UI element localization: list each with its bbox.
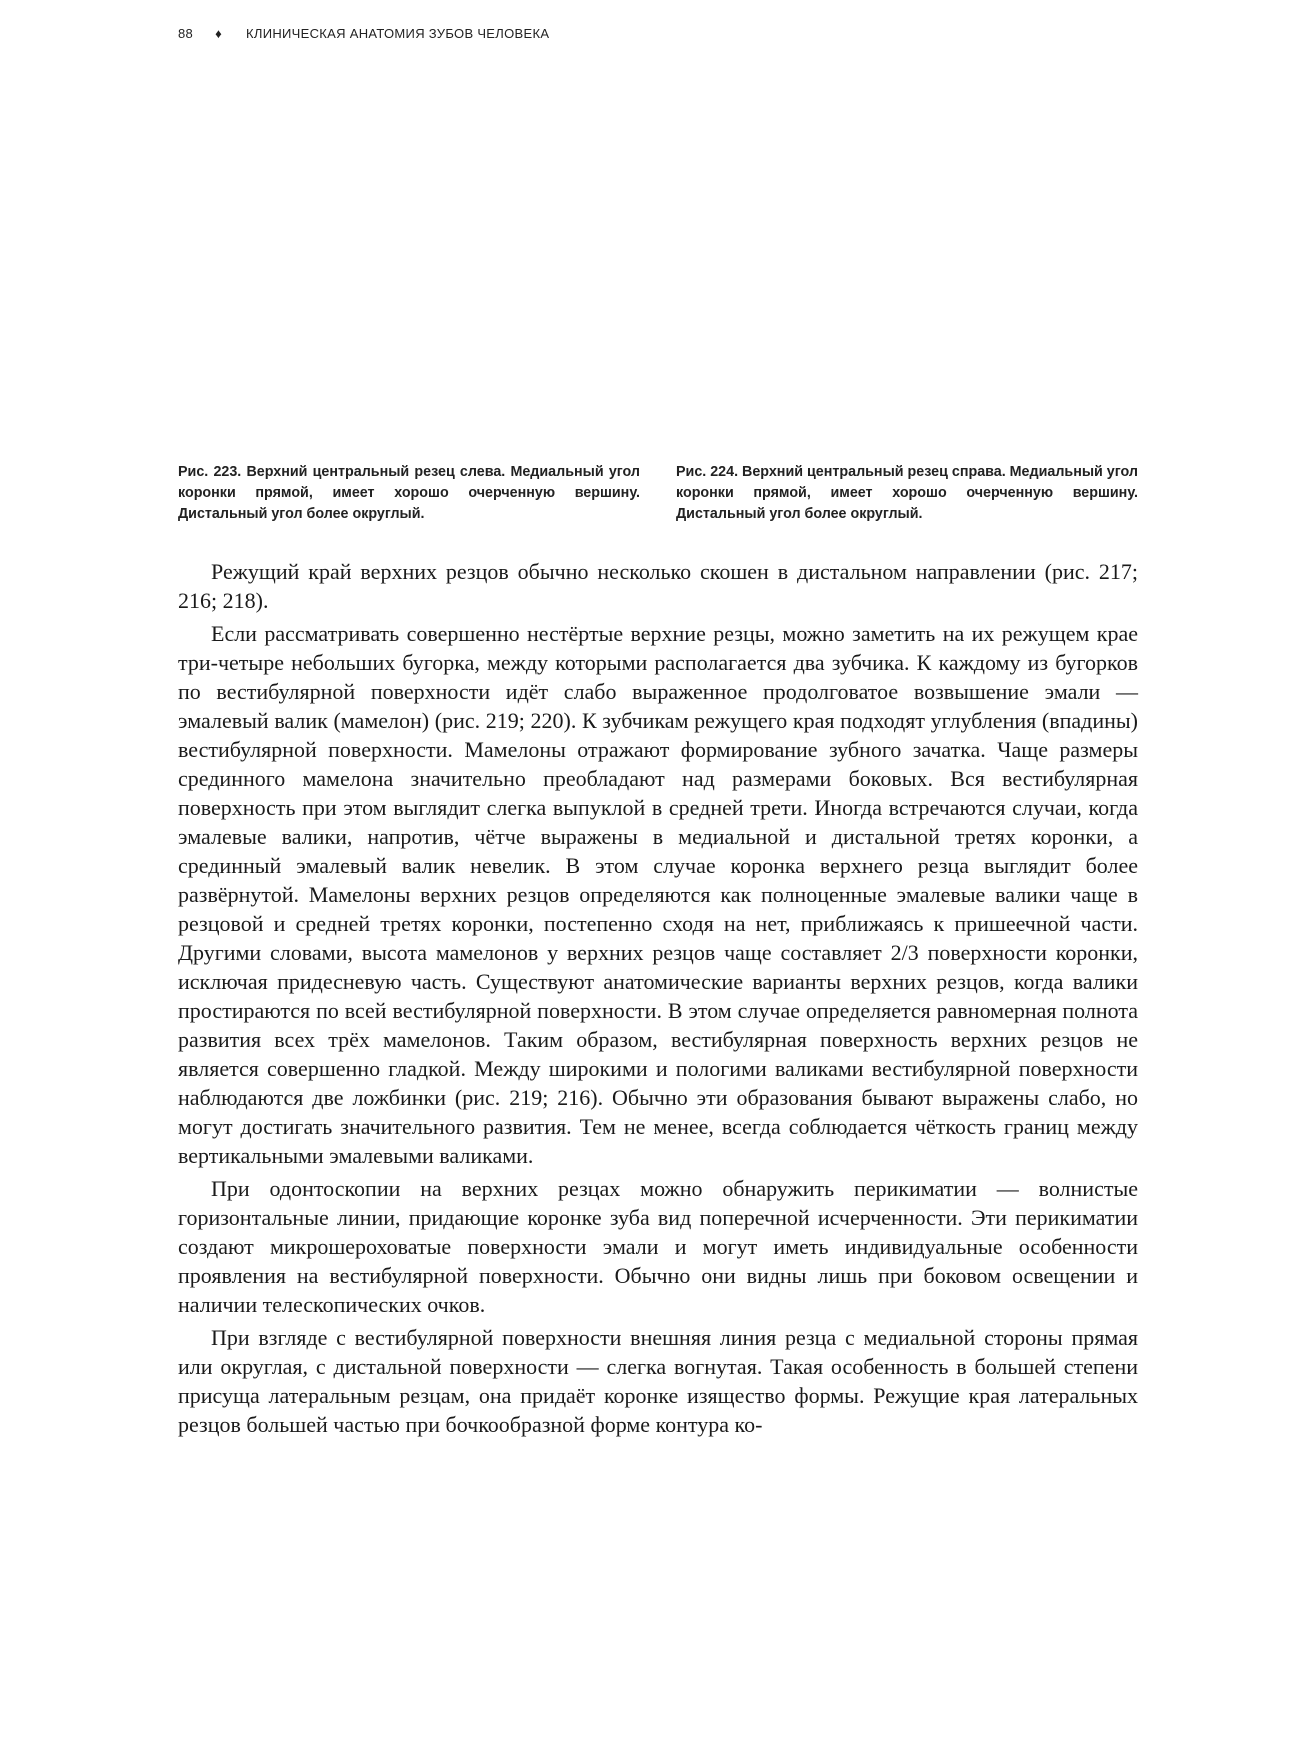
figure-caption-224: Рис. 224. Верхний центральный резец справа. Медиальный угол коронки прямой, имеет хорошо очерченную вершину. Дистальный угол более округлый. <box>676 464 1138 522</box>
running-head <box>178 26 549 41</box>
paragraph-4: При взгляде с вестибулярной поверхности внешняя линия резца с медиальной стороны прямая или округлая, с дистальной поверхности — слегка вогнутая. Такая особенность в большей степени присуща латеральным резцам, она придаёт коронке изящество формы. Режущие края латеральных резцов большей частью при бочкообразной форме контура ко- <box>178 1325 1138 1437</box>
body-text <box>178 557 1138 1443</box>
header-separator: ♦ <box>215 26 222 41</box>
page-number: 88 <box>178 26 194 41</box>
figure-area-blank <box>178 60 1138 450</box>
paragraph-2: Если рассматривать совершенно нестёртые верхние резцы, можно заметить на их режущем крае три-четыре небольших бугорка, между которыми располагается два зубчика. К каждому из бугорков по вестибулярной поверхности идёт слабо выраженное продолговатое возвышение эмали — эмалевый валик (мамелон) (рис. 219; 220). К зубчикам режущего края подходят углубления (впадины) вестибулярной поверхности. Мамелоны отражают формирование зубного зачатка. Чаще размеры срединного мамелона значительно преобладают над размерами боковых. Вся вестибулярная поверхность при этом выглядит слегка выпуклой в средней трети. Иногда встречаются случаи, когда эмалевые валики, напротив, чётче выражены в медиальной и дистальной третях коронки, а срединный эмалевый валик невелик. В этом случае коронка верхнего резца выглядит более развёрнутой. Мамелоны верхних резцов определяются как полноценные эмалевые валики чаще в резцовой и средней третях коронки, постепенно сходя на нет, приближаясь к пришеечной части. Другими словами, высота мамелонов у верхних резцов чаще составляет 2/3 поверхности коронки, исключая придесневую часть. Существуют анатомические варианты верхних резцов, когда валики простираются по всей вестибулярной поверхности. В этом случае определяется равномерная полнота развития всех трёх мамелонов. Таким образом, вестибулярная поверхность верхних резцов не является совершенно гладкой. Между широкими и пологими валиками вестибулярной поверхности наблюдаются две ложбинки (рис. 219; 216). Обычно эти образования бывают выражены слабо, но могут достигать значительного развития. Тем не менее, всегда соблюдается чёткость границ между вертикальными эмалевыми валиками. <box>178 621 1138 1168</box>
running-title: КЛИНИЧЕСКАЯ АНАТОМИЯ ЗУБОВ ЧЕЛОВЕКА <box>246 26 550 41</box>
figure-caption-223: Рис. 223. Верхний центральный резец слева. Медиальный угол коронки прямой, имеет хорошо очерченную вершину. Дистальный угол более округлый. <box>178 464 640 522</box>
paragraph-3: При одонтоскопии на верхних резцах можно обнаружить перикиматии — волнистые горизонтальные линии, придающие коронке зуба вид поперечной исчерченности. Эти перикиматии создают микрошероховатые поверхности эмали и могут иметь индивидуальные особенности проявления на вестибулярной поверхности. Обычно они видны лишь при боковом освещении и наличии телескопических очков. <box>178 1176 1138 1317</box>
paragraph-1: Режущий край верхних резцов обычно несколько скошен в дистальном направлении (рис. 217; 216; 218). <box>178 559 1138 613</box>
